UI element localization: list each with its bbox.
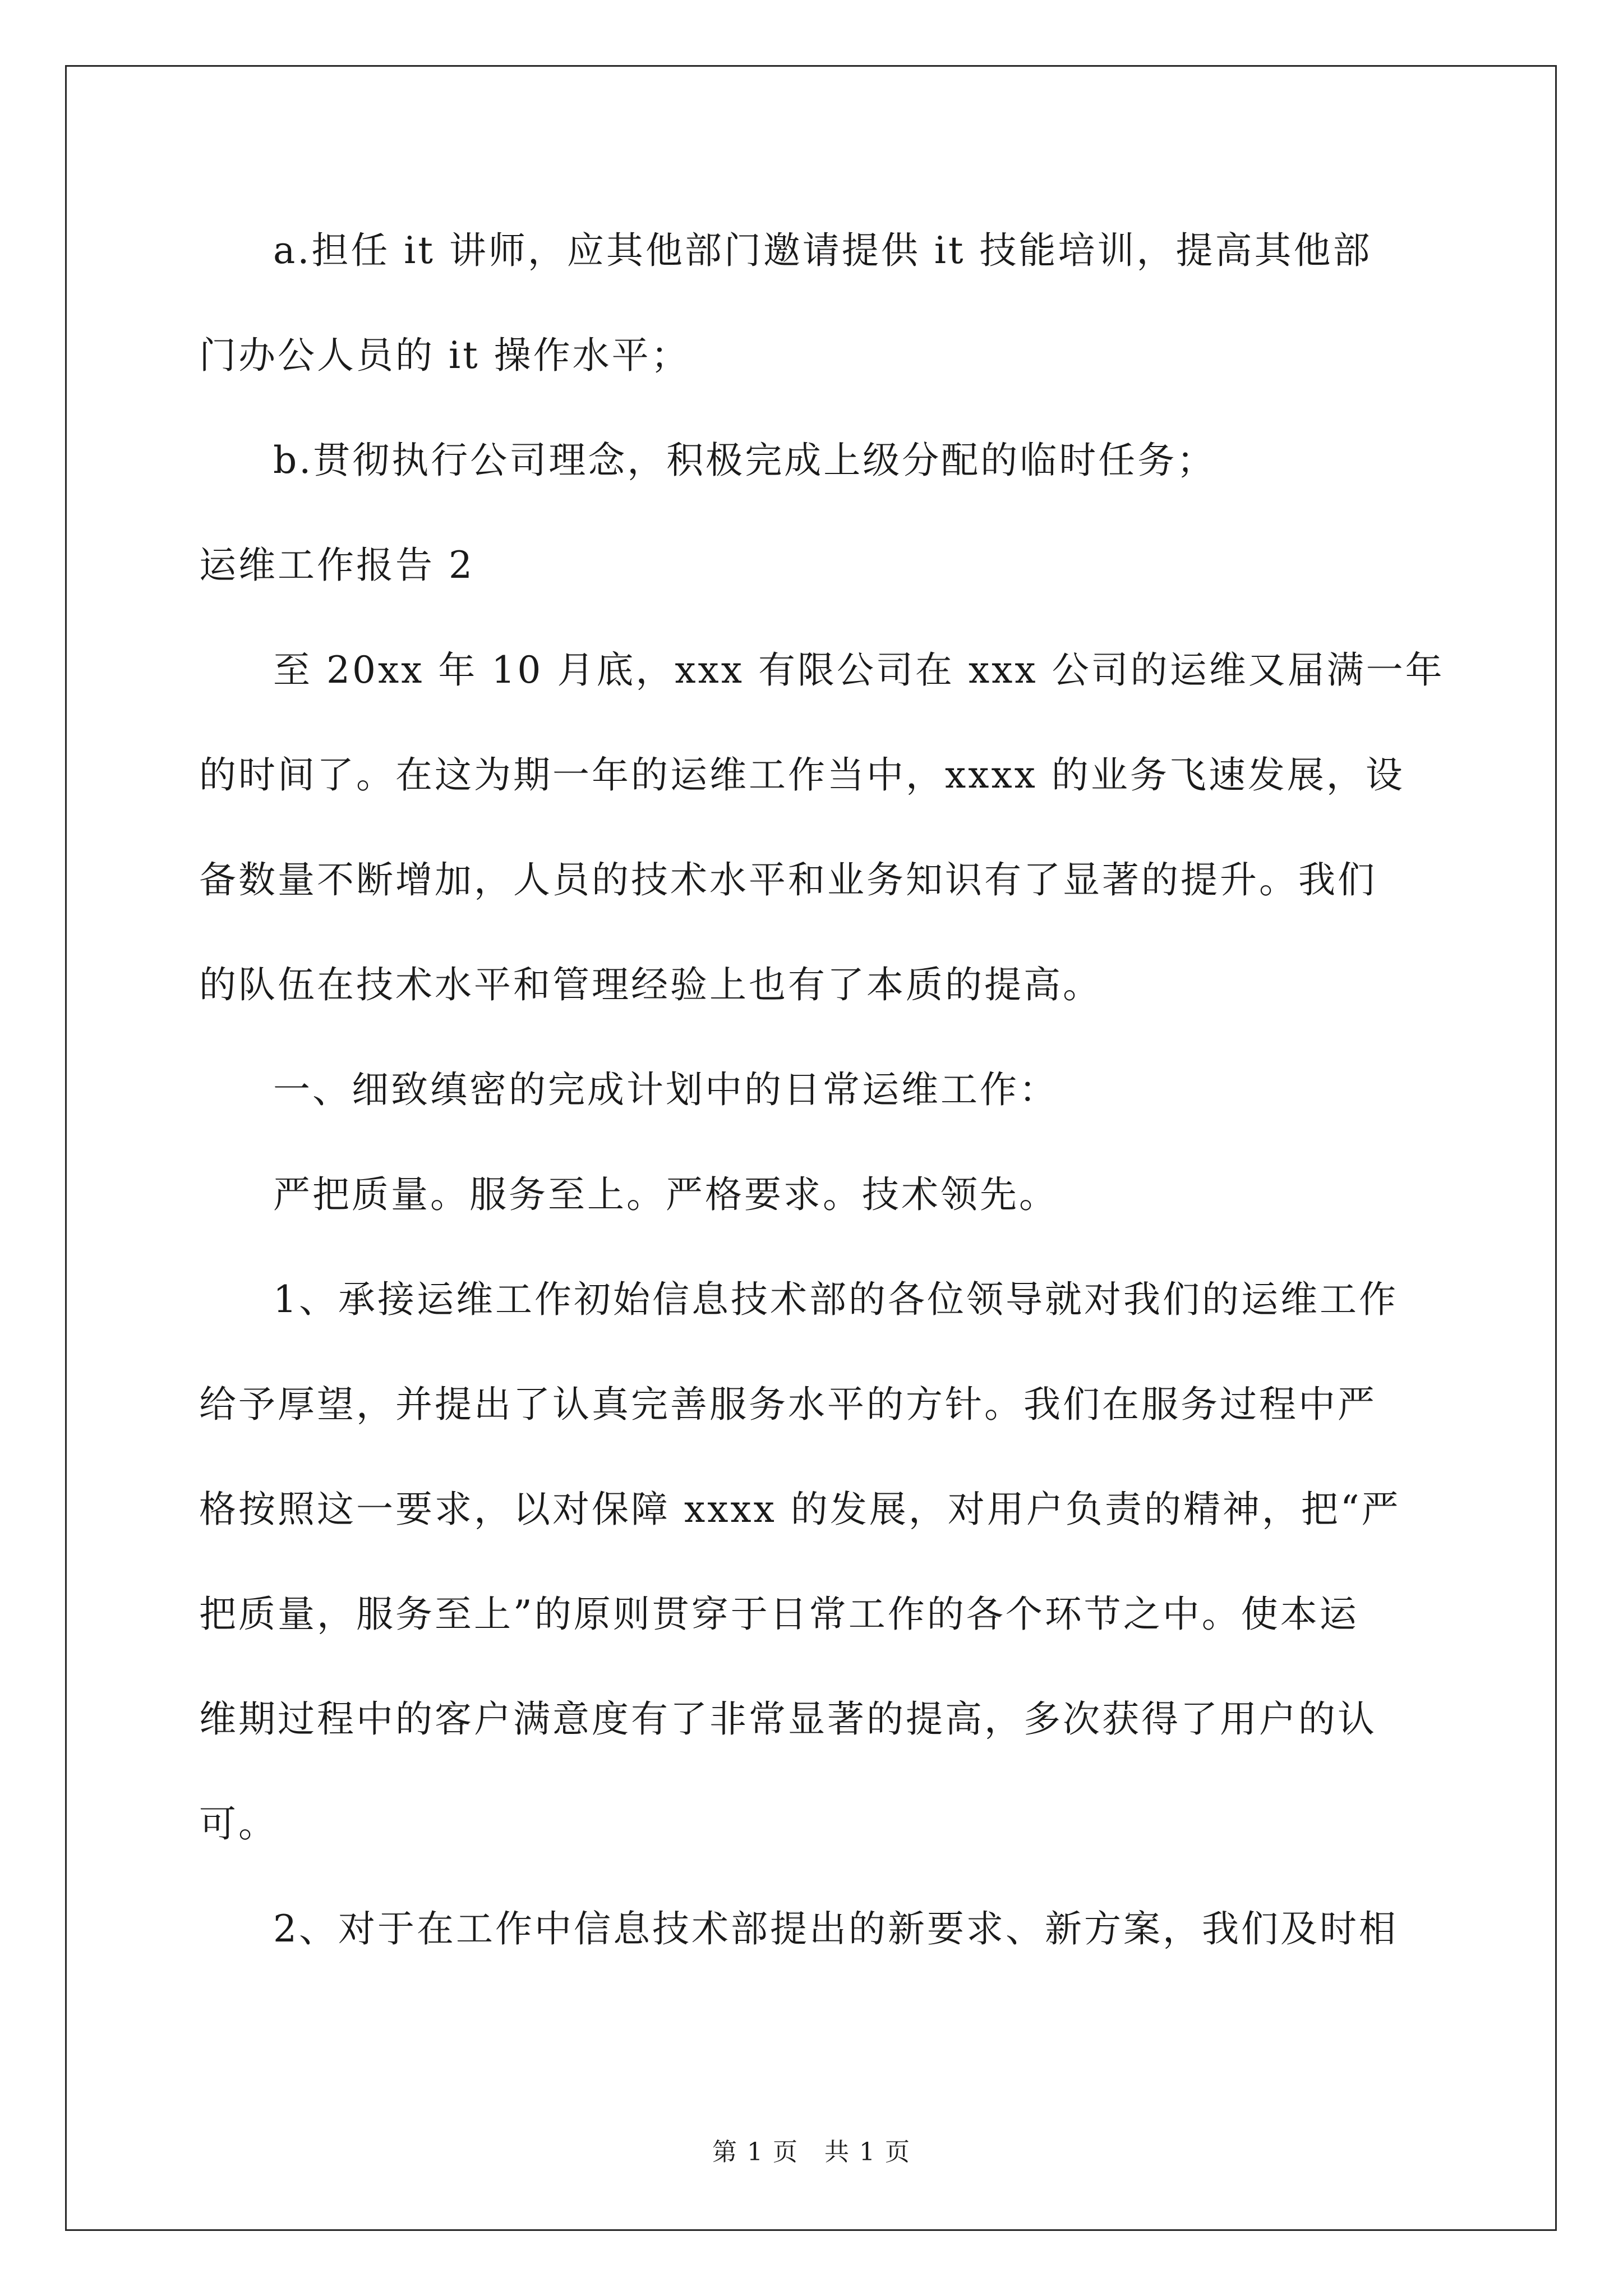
text-line: 把质量，服务至上”的原则贯穿于日常工作的各个环节之中。使本运 [199, 1593, 1359, 1636]
page-border [65, 65, 1557, 2231]
text-line: 格按照这一要求，以对保障 xxxx 的发展，对用户负责的精神，把“严 [199, 1488, 1401, 1531]
text-line: 1、承接运维工作初始信息技术部的各位领导就对我们的运维工作 [273, 1278, 1398, 1321]
text-line: 的队伍在技术水平和管理经验上也有了本质的提高。 [199, 963, 1102, 1006]
text-line: b.贯彻执行公司理念，积极完成上级分配的临时任务； [273, 439, 1216, 482]
text-line: 的时间了。在这为期一年的运维工作当中，xxxx 的业务飞速发展，设 [199, 753, 1405, 797]
text-line: 备数量不断增加，人员的技术水平和业务知识有了显著的提升。我们 [199, 858, 1377, 901]
text-line: 至 20xx 年 10 月底，xxx 有限公司在 xxx 公司的运维又届满一年 [273, 648, 1445, 692]
text-line: 可。 [199, 1802, 278, 1846]
text-line: 给予厚望，并提出了认真完善服务水平的方针。我们在服务过程中严 [199, 1383, 1377, 1426]
section-heading: 运维工作报告 2 [199, 544, 474, 587]
text-line: 门办公人员的 it 操作水平； [199, 334, 690, 377]
page-number-footer: 第 1 页 共 1 页 [712, 2138, 911, 2166]
text-line: 2、对于在工作中信息技术部提出的新要求、新方案，我们及时相 [273, 1907, 1398, 1950]
text-line: 一、细致缜密的完成计划中的日常运维工作： [273, 1068, 1058, 1111]
text-line: 严把质量。服务至上。严格要求。技术领先。 [273, 1173, 1058, 1216]
text-line: a.担任 it 讲师，应其他部门邀请提供 it 技能培训，提高其他部 [273, 229, 1372, 272]
text-line: 维期过程中的客户满意度有了非常显著的提高，多次获得了用户的认 [199, 1697, 1377, 1741]
